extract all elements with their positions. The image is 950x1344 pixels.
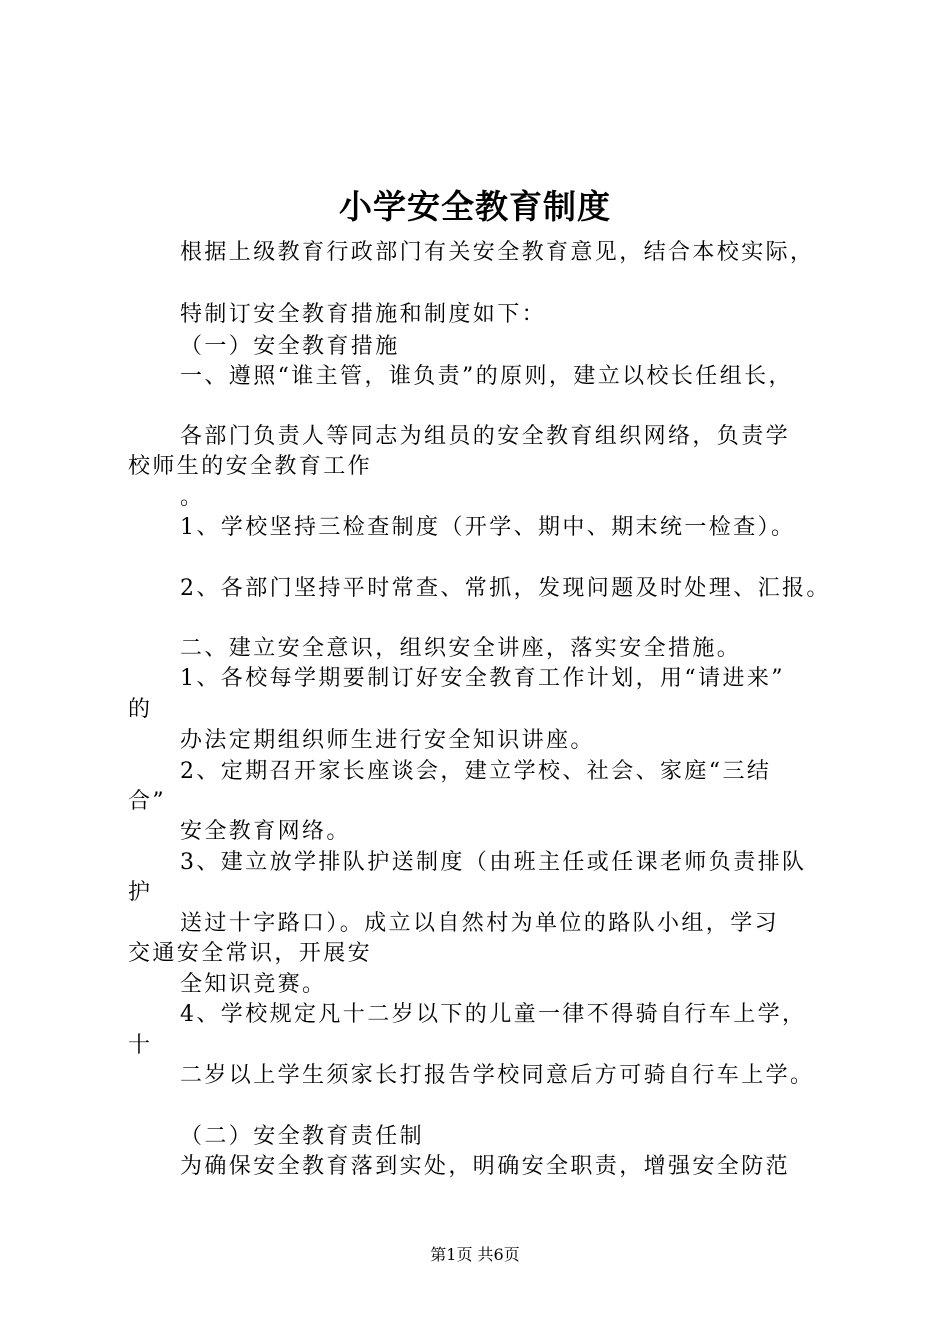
paragraph-line: 二岁以上学生须家长打报告学校同意后方可骑自行车上学。 [180,1063,815,1088]
paragraph-line: 1、各校每学期要制订好安全教育工作计划，用“请进来” [180,666,785,691]
paragraph-line: 4、学校规定凡十二岁以下的儿童一律不得骑自行车上学， [180,1002,807,1027]
paragraph-line: 1、学校坚持三检查制度（开学、期中、期末统一检查）。 [180,515,796,540]
document-title: 小学安全教育制度 [339,187,611,226]
paragraph-line: 一、遵照“谁主管，谁负责”的原则，建立以校长任组长， [180,364,793,389]
paragraph-line: 各部门负责人等同志为组员的安全教育组织网络，负责学 [180,424,791,449]
paragraph-line: 3、建立放学排队护送制度（由班主任或任课老师负责排队 [180,850,807,875]
paragraph-line: 送过十字路口）。成立以自然村为单位的路队小组，学习 [180,911,780,936]
paragraph-line: 2、定期召开家长座谈会，建立学校、社会、家庭“三结 [180,759,772,784]
paragraph-line: 护 [128,880,153,905]
paragraph-line: 安全教育网络。 [180,819,351,844]
paragraph-line: 交通安全常识，开展安 [128,941,373,966]
paragraph-line: 根据上级教育行政部门有关安全教育意见，结合本校实际， [180,240,815,265]
paragraph-line: 。 [180,485,205,510]
paragraph-line: 的 [128,697,153,722]
paragraph-line: 十 [128,1033,153,1058]
page-number-footer: 第1页 共6页 [430,1245,520,1264]
section-heading: （一）安全教育措施 [180,334,400,359]
paragraph-line: 2、各部门坚持平时常查、常抓，发现问题及时处理、汇报。 [180,576,831,601]
section-heading: （二）安全教育责任制 [180,1124,425,1149]
paragraph-line: 特制订安全教育措施和制度如下： [180,302,547,327]
paragraph-line: 全知识竞赛。 [180,972,327,997]
paragraph-line: 办法定期组织师生进行安全知识讲座。 [180,728,595,753]
paragraph-line: 为确保安全教育落到实处，明确安全职责，增强安全防范 [180,1154,791,1179]
paragraph-line: 校师生的安全教育工作 [128,454,373,479]
paragraph-line: 二、建立安全意识，组织安全讲座，落实安全措施。 [180,636,742,661]
paragraph-line: 合” [128,789,167,814]
